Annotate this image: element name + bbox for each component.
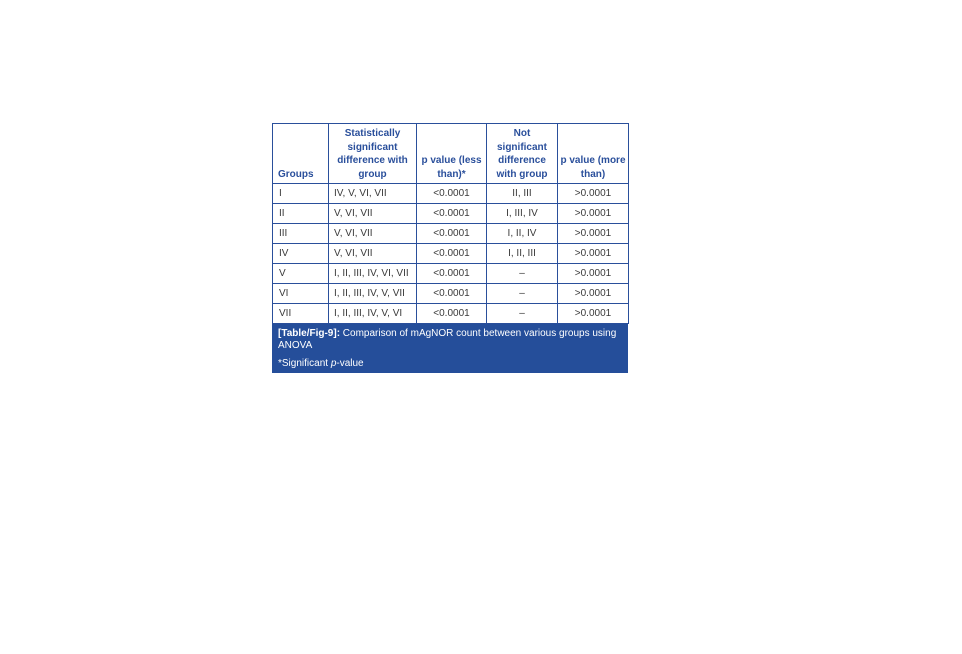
caption-text bbox=[278, 328, 623, 352]
table-figure bbox=[272, 123, 628, 373]
table-row bbox=[273, 264, 629, 284]
cell-p-value-more: >0.0001 bbox=[558, 244, 629, 264]
cell-significant-groups: I, II, III, IV, VI, VII bbox=[329, 264, 417, 284]
cell-p-value-more: >0.0001 bbox=[558, 304, 629, 324]
footnote-italic: p bbox=[330, 358, 337, 369]
cell-not-significant-groups: I, III, IV bbox=[487, 204, 558, 224]
cell-p-value-less: <0.0001 bbox=[417, 204, 487, 224]
cell-significant-groups: IV, V, VI, VII bbox=[329, 184, 417, 204]
table-caption bbox=[272, 324, 628, 373]
cell-p-value-less: <0.0001 bbox=[417, 184, 487, 204]
column-header-not-significant-difference: Not significant difference with group bbox=[487, 124, 558, 184]
cell-group: VI bbox=[273, 284, 329, 304]
column-header-p-value-more: p value (more than) bbox=[558, 124, 629, 184]
cell-p-value-more: >0.0001 bbox=[558, 224, 629, 244]
cell-group: V bbox=[273, 264, 329, 284]
footnote-prefix: *Significant bbox=[278, 358, 331, 369]
table-row bbox=[273, 304, 629, 324]
column-header-significant-difference: Statistically significant difference with group bbox=[329, 124, 417, 184]
caption-footnote bbox=[278, 358, 623, 370]
cell-p-value-more: >0.0001 bbox=[558, 264, 629, 284]
cell-p-value-less: <0.0001 bbox=[417, 244, 487, 264]
cell-group: IV bbox=[273, 244, 329, 264]
results-table bbox=[272, 123, 629, 324]
footnote-suffix: -value bbox=[336, 358, 364, 369]
cell-group: I bbox=[273, 184, 329, 204]
cell-group: VII bbox=[273, 304, 329, 324]
column-header-p-value-less: p value (less than)* bbox=[417, 124, 487, 184]
cell-group: III bbox=[273, 224, 329, 244]
cell-p-value-less: <0.0001 bbox=[417, 304, 487, 324]
cell-p-value-less: <0.0001 bbox=[417, 284, 487, 304]
cell-not-significant-groups: – bbox=[487, 264, 558, 284]
cell-not-significant-groups: I, II, IV bbox=[487, 224, 558, 244]
table-row bbox=[273, 244, 629, 264]
cell-p-value-more: >0.0001 bbox=[558, 284, 629, 304]
table-row bbox=[273, 224, 629, 244]
table-header-row bbox=[273, 124, 629, 184]
cell-p-value-more: >0.0001 bbox=[558, 204, 629, 224]
cell-p-value-less: <0.0001 bbox=[417, 264, 487, 284]
cell-not-significant-groups: II, III bbox=[487, 184, 558, 204]
cell-not-significant-groups: – bbox=[487, 304, 558, 324]
table-row bbox=[273, 284, 629, 304]
cell-not-significant-groups: I, II, III bbox=[487, 244, 558, 264]
cell-p-value-more: >0.0001 bbox=[558, 184, 629, 204]
table-row bbox=[273, 184, 629, 204]
cell-group: II bbox=[273, 204, 329, 224]
cell-not-significant-groups: – bbox=[487, 284, 558, 304]
cell-significant-groups: I, II, III, IV, V, VII bbox=[329, 284, 417, 304]
cell-p-value-less: <0.0001 bbox=[417, 224, 487, 244]
cell-significant-groups: V, VI, VII bbox=[329, 204, 417, 224]
table-row bbox=[273, 204, 629, 224]
cell-significant-groups: V, VI, VII bbox=[329, 244, 417, 264]
caption-label: [Table/Fig-9]: bbox=[278, 328, 341, 339]
caption-description: Comparison of mAgNOR count between various groups using ANOVA bbox=[278, 328, 617, 351]
column-header-groups: Groups bbox=[273, 124, 329, 184]
cell-significant-groups: V, VI, VII bbox=[329, 224, 417, 244]
cell-significant-groups: I, II, III, IV, V, VI bbox=[329, 304, 417, 324]
